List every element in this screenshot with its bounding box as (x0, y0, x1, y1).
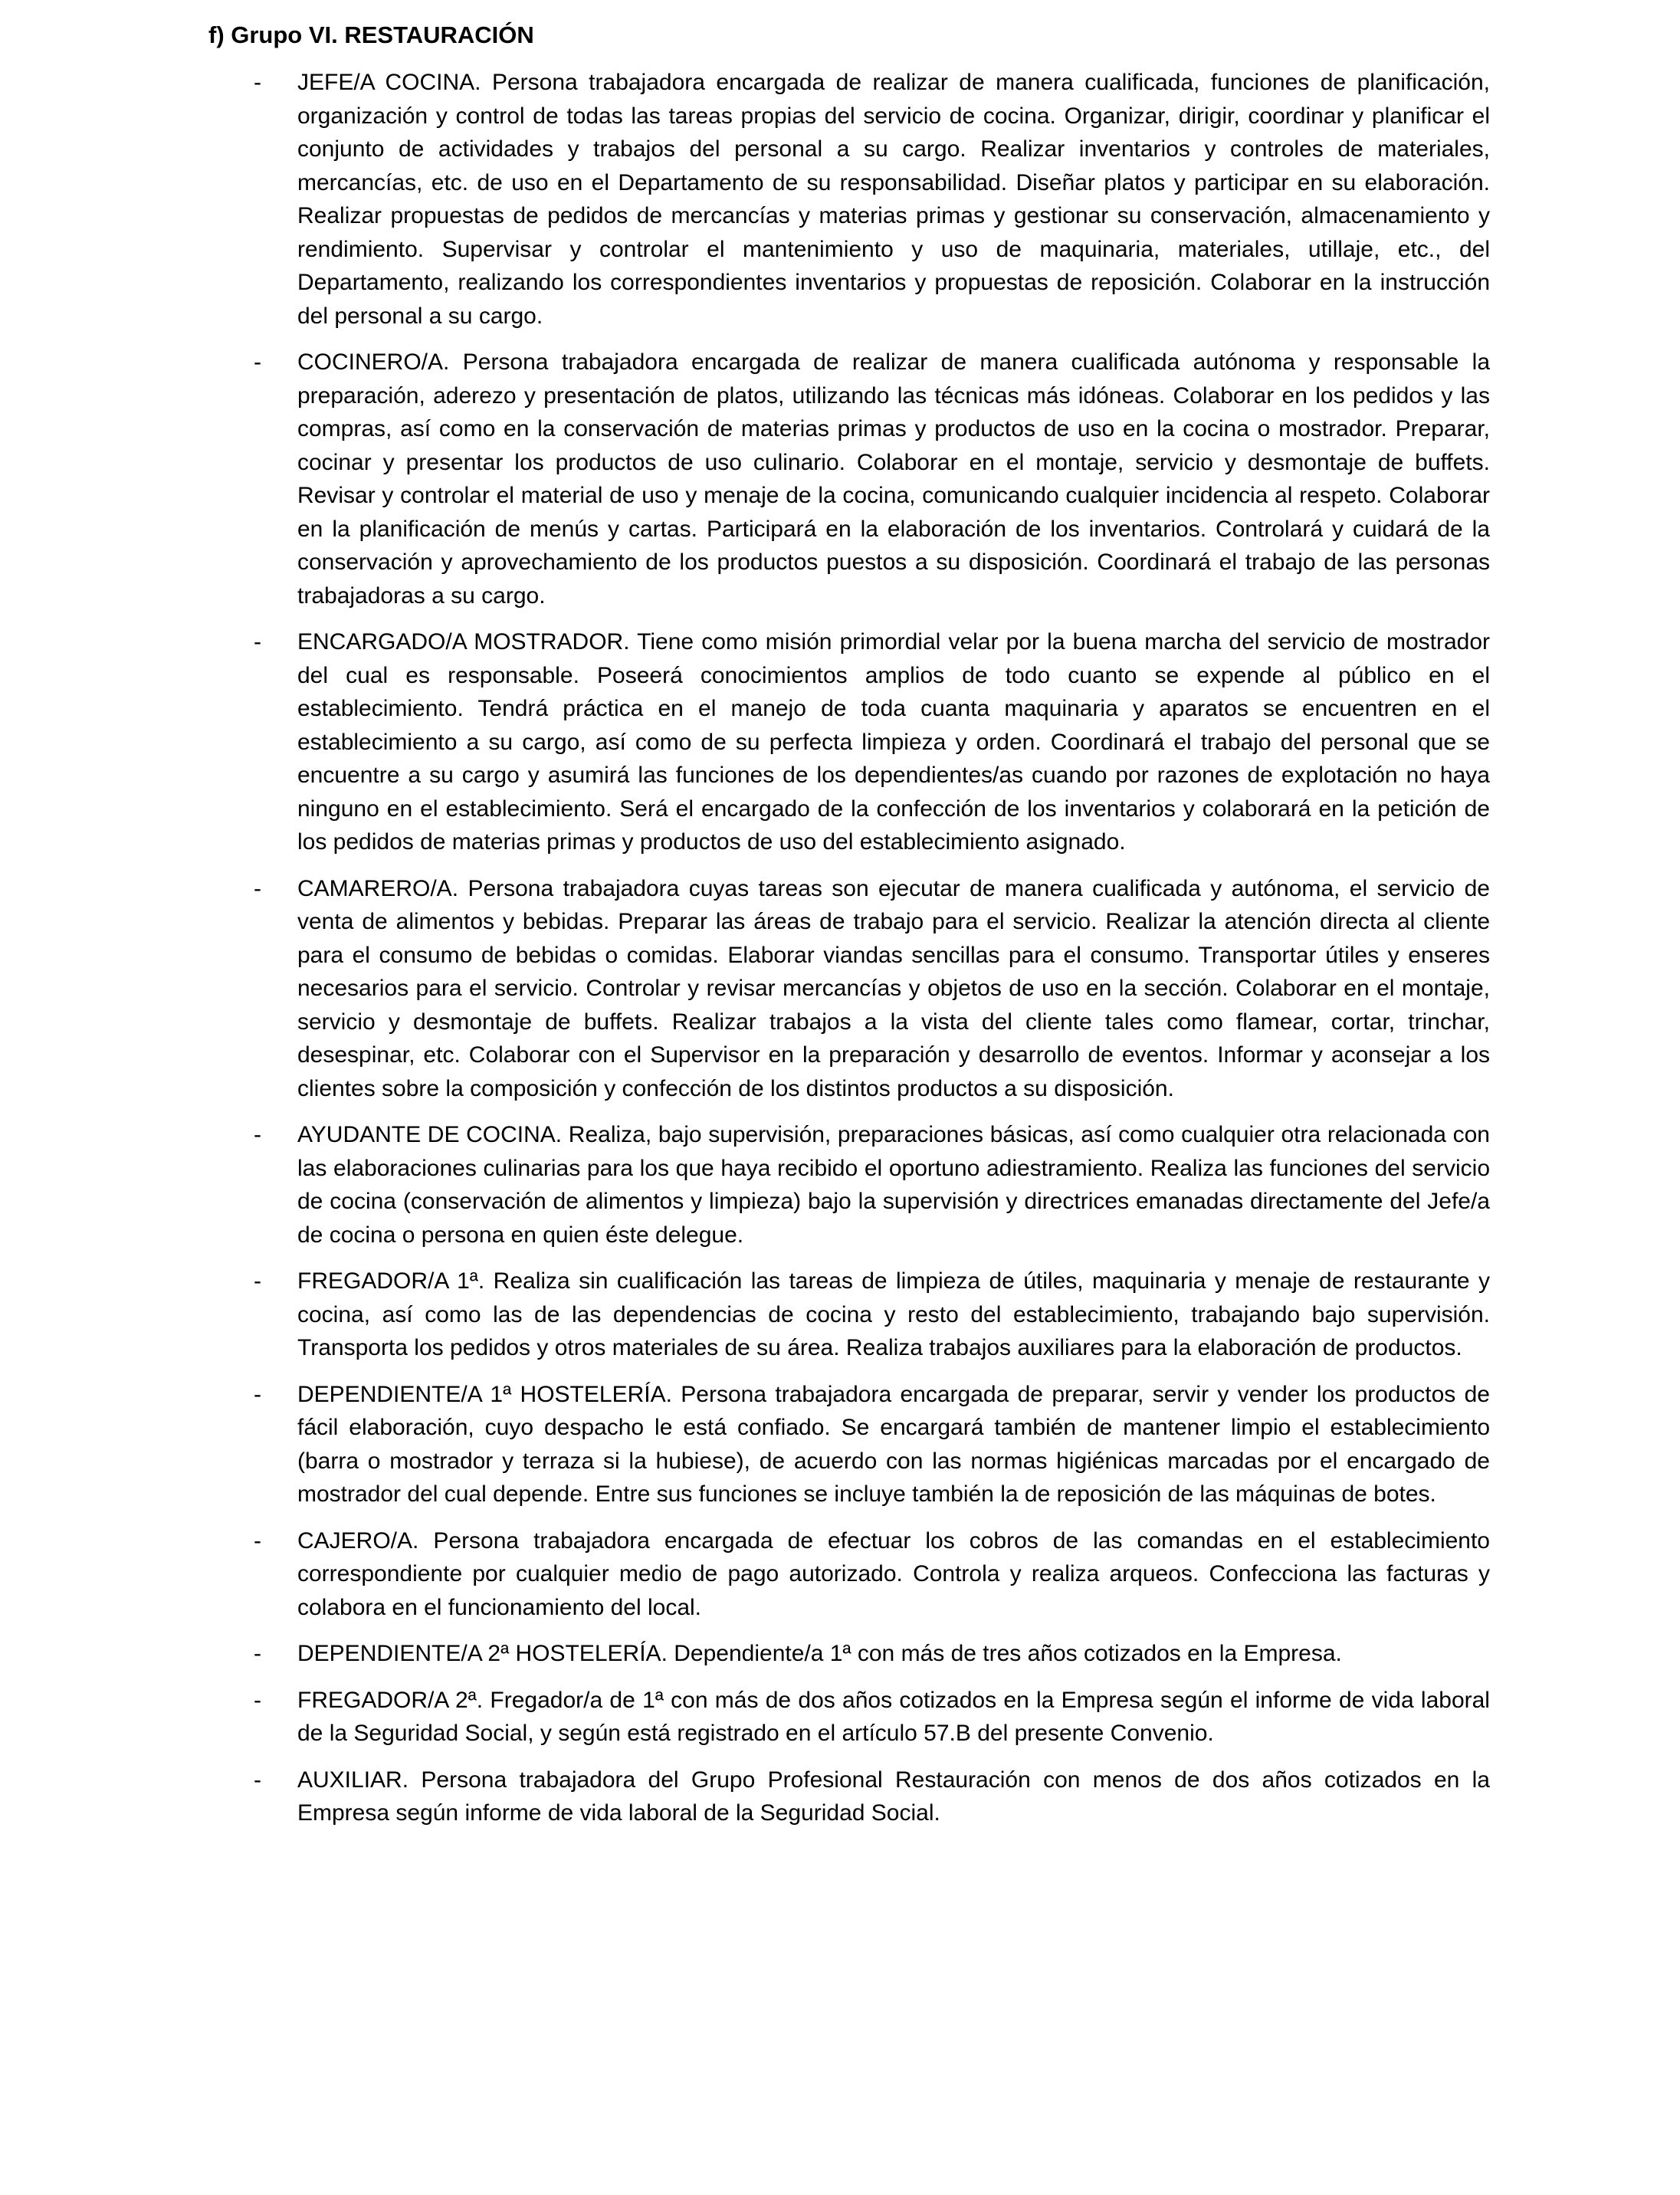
dash-bullet: - (254, 1687, 261, 1713)
job-entry (297, 346, 1490, 612)
job-description: Persona trabajadora encargada de preparar, servir y vender los productos de fácil elaboración, cuyo despacho le está confiado. Se encargará también de mantener limpio el establecimiento (barra o mostrador y terraza si la hubiese), de acuerdo con las normas higiénicas marcadas por el encargado de mostrador del cual depende. Entre sus funciones se incluye también la de reposición de las máquinas de botes. (297, 1381, 1490, 1507)
job-title: ENCARGADO/A MOSTRADOR. (297, 629, 630, 655)
job-entry (297, 872, 1490, 1106)
job-description: Persona trabajadora del Grupo Profesional Restauración con menos de dos años cotizados en la Empresa según informe de vida laboral de la Seguridad Social. (297, 1767, 1490, 1826)
dash-bullet: - (254, 875, 261, 901)
job-entry (297, 1637, 1490, 1671)
job-description: Persona trabajadora encargada de realizar de manera cualificada, funciones de planificación, organización y control de todas las tareas propias del servicio de cocina. Organizar, dirigir, coordinar y planificar el conjunto de actividades y trabajos del personal a su cargo. Realizar inventarios y controles de materiales, mercancías, etc. de uso en el Departamento de su responsabilidad. Diseñar platos y participar en su elaboración. Realizar propuestas de pedidos de mercancías y materias primas y gestionar su conservación, almacenamiento y rendimiento. Supervisar y controlar el mantenimiento y uso de maquinaria, materiales, utillaje, etc., del Departamento, realizando los correspondientes inventarios y propuestas de reposición. Colaborar en la instrucción del personal a su cargo. (297, 70, 1491, 329)
job-list (208, 66, 1490, 1830)
job-list-item (254, 625, 1490, 859)
job-title: CAJERO/A. (297, 1527, 419, 1554)
job-list-item (254, 1764, 1490, 1830)
dash-bullet: - (254, 1381, 261, 1407)
job-entry (297, 1118, 1490, 1252)
job-title: COCINERO/A. (297, 349, 450, 375)
job-list-item (254, 872, 1490, 1106)
job-description: Persona trabajadora encargada de realizar de manera cualificada autónoma y responsable la preparación, aderezo y presentación de platos, utilizando las técnicas más idóneas. Colaborar en los pedidos y las compras, así como en la conservación de materias primas y productos de uso en la cocina o mostrador. Preparar, cocinar y presentar los productos de uso culinario. Colaborar en el montaje, servicio y desmontaje de buffets. Revisar y controlar el material de uso y menaje de la cocina, comunicando cualquier incidencia al respeto. Colaborar en la planificación de menús y cartas. Participará en la elaboración de los inventarios. Controlará y cuidará de la conservación y aprovechamiento de los productos puestos a su disposición. Coordinará el trabajo de las personas trabajadoras a su cargo. (297, 349, 1491, 609)
job-description: Tiene como misión primordial velar por la buena marcha del servicio de mostrador del cual es responsable. Poseerá conocimientos amplios de todo cuanto se expende al público en el establecimiento. Tendrá práctica en el manejo de toda cuanta maquinaria y aparatos se encuentren en el establecimiento a su cargo, así como de su perfecta limpieza y orden. Coordinará el trabajo del personal que se encuentre a su cargo y asumirá las funciones de los dependientes/as cuando por razones de explotación no haya ninguno en el establecimiento. Será el encargado de la confección de los inventarios y colaborará en la petición de los pedidos de materias primas y productos de uso del establecimiento asignado. (297, 629, 1491, 855)
job-list-item (254, 1684, 1490, 1750)
job-description: Dependiente/a 1ª con más de tres años cotizados en la Empresa. (674, 1641, 1342, 1666)
job-description: Persona trabajadora cuyas tareas son ejecutar de manera cualificada y autónoma, el servicio de venta de alimentos y bebidas. Preparar las áreas de trabajo para el servicio. Realizar la atención directa al cliente para el consumo de bebidas o comidas. Elaborar viandas sencillas para el consumo. Transportar útiles y enseres necesarios para el servicio. Controlar y revisar mercancías y objetos de uso en la sección. Colaborar en el montaje, servicio y desmontaje de buffets. Realizar trabajos a la vista del cliente tales como flamear, cortar, trinchar, desespinar, etc. Colaborar con el Supervisor en la preparación y desarrollo de eventos. Informar y aconsejar a los clientes sobre la composición y confección de los distintos productos a su disposición. (297, 875, 1490, 1101)
job-entry (297, 1764, 1490, 1830)
job-description: Realiza, bajo supervisión, preparaciones básicas, así como cualquier otra relacionada con las elaboraciones culinarias para los que haya recibido el oportuno adiestramiento. Realiza las funciones del servicio de cocina (conservación de alimentos y limpieza) bajo la supervisión y directrices emanadas directamente del Jefe/a de cocina o persona en quien éste delegue. (297, 1122, 1490, 1248)
job-title: FREGADOR/A 2ª. (297, 1687, 484, 1713)
job-list-item (254, 1118, 1490, 1252)
dash-bullet: - (254, 1767, 261, 1793)
job-entry (297, 1378, 1490, 1511)
job-title: CAMARERO/A. (297, 875, 459, 901)
job-entry (297, 66, 1490, 333)
job-description: Persona trabajadora encargada de efectuar los cobros de las comandas en el establecimiento correspondiente por cualquier medio de pago autorizado. Controla y realiza arqueos. Confecciona las facturas y colabora en el funcionamiento del local. (297, 1527, 1490, 1620)
job-list-item (254, 66, 1490, 333)
job-description: Realiza sin cualificación las tareas de limpieza de útiles, maquinaria y menaje de restaurante y cocina, así como las de las dependencias de cocina y resto del establecimiento, trabajando bajo supervisión. Transporta los pedidos y otros materiales de su área. Realiza trabajos auxiliares para la elaboración de productos. (297, 1268, 1490, 1360)
job-title: AYUDANTE DE COCINA. (297, 1122, 563, 1147)
job-list-item (254, 1265, 1490, 1365)
dash-bullet: - (254, 70, 261, 95)
job-description: Fregador/a de 1ª con más de dos años cotizados en la Empresa según el informe de vida laboral de la Seguridad Social, y según está registrado en el artículo 57.B del presente Convenio. (297, 1687, 1490, 1746)
job-list-item (254, 1524, 1490, 1625)
dash-bullet: - (254, 1641, 261, 1666)
job-entry (297, 1265, 1490, 1365)
job-list-item (254, 1637, 1490, 1671)
dash-bullet: - (254, 1527, 261, 1554)
dash-bullet: - (254, 1268, 261, 1294)
job-entry (297, 625, 1490, 859)
job-entry (297, 1524, 1490, 1625)
job-title: JEFE/A COCINA. (297, 70, 481, 95)
section-heading: f) Grupo VI. RESTAURACIÓN (208, 21, 534, 48)
job-list-item (254, 346, 1490, 612)
job-list-item (254, 1378, 1490, 1511)
job-entry (297, 1684, 1490, 1750)
dash-bullet: - (254, 1122, 261, 1147)
job-title: AUXILIAR. (297, 1767, 409, 1793)
dash-bullet: - (254, 349, 261, 375)
dash-bullet: - (254, 629, 261, 655)
job-title: FREGADOR/A 1ª. (297, 1268, 485, 1294)
job-title: DEPENDIENTE/A 2ª HOSTELERÍA. (297, 1641, 668, 1666)
job-title: DEPENDIENTE/A 1ª HOSTELERÍA. (297, 1381, 672, 1407)
